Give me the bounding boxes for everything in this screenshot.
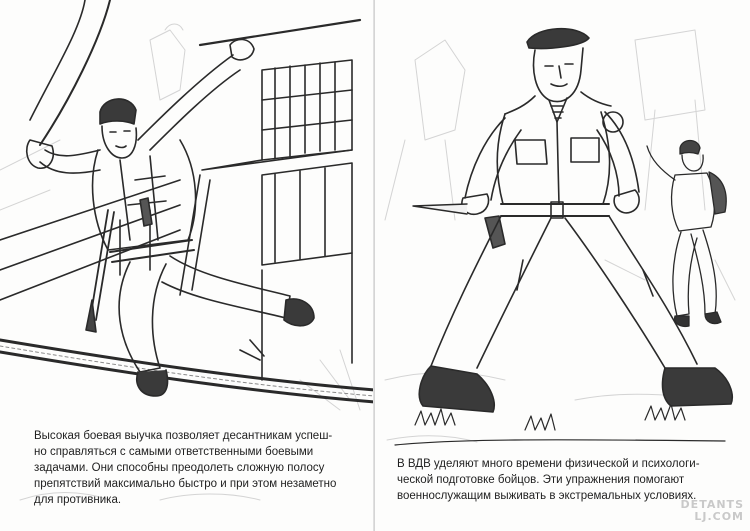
left-caption bbox=[34, 428, 354, 508]
grass bbox=[395, 404, 725, 445]
tower-structure bbox=[0, 60, 352, 380]
left-caption-line: препятствий максимально быстро и при этом незаметно bbox=[34, 478, 337, 490]
right-caption-line: В ВДВ уделяют много времени физической и психологи- bbox=[397, 458, 700, 470]
right-page bbox=[375, 0, 750, 531]
soldier-figure bbox=[27, 39, 314, 396]
left-caption-line: но справляться с самыми ответственными боевыми bbox=[34, 446, 314, 458]
main-soldier bbox=[413, 29, 732, 412]
right-caption bbox=[397, 456, 717, 504]
watermark-line: LJ.COM bbox=[694, 510, 744, 523]
soldier-knife-stance-illustration bbox=[375, 0, 750, 531]
watermark bbox=[681, 499, 744, 523]
left-caption-line: для противника. bbox=[34, 494, 122, 506]
left-caption-line: задачами. Они способны преодолеть сложную полосу bbox=[34, 462, 325, 474]
left-caption-line: Высокая боевая выучка позволяет десантникам успеш- bbox=[34, 430, 333, 442]
ropes bbox=[0, 0, 375, 402]
watermark-line: DETANTS bbox=[680, 498, 744, 511]
right-caption-line: военнослужащим выживать в экстремальных условиях. bbox=[397, 490, 697, 502]
right-caption-line: ческой подготовке бойцов. Эти упражнения помогают bbox=[397, 474, 685, 486]
background-soldier bbox=[647, 141, 726, 327]
